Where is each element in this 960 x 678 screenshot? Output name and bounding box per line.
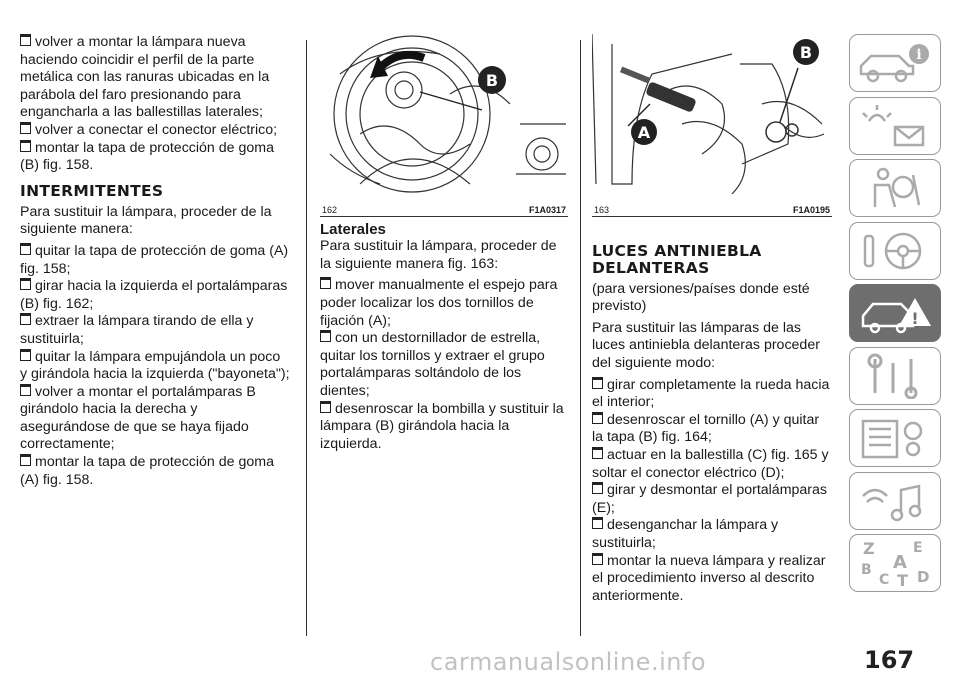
list-item: desenroscar el tornillo (A) y quitar la tapa (B) fig. 164; [592,411,820,446]
tab-technical-data[interactable] [849,409,941,467]
svg-text:E: E [913,540,923,556]
bullet-icon [592,517,603,529]
bullet-icon [320,330,331,342]
index-letters-icon [855,538,935,588]
svg-text:Z: Z [863,539,875,558]
list-item: volver a conectar el conector eléctrico; [20,122,290,140]
wrench-tools-icon [855,353,935,399]
bullet-icon [592,377,603,389]
bullet-icon [320,277,331,289]
multimedia-icon [855,478,935,524]
svg-text:i: i [916,47,922,63]
list-item: mover manualmente el espejo para poder localizar los dos tornillos de fijación (A); [320,277,558,329]
bullet-icon [20,140,31,152]
car-warning-icon [855,290,935,336]
tab-safety[interactable] [849,159,941,217]
bullet-icon [592,553,603,565]
bullet-icon [592,482,603,494]
list-item: desenroscar la bombilla y sustituir la lámpara (B) girándola hacia la izquierda. [320,400,564,452]
svg-text:C: C [879,572,890,588]
list-item: actuar en la ballestilla (C) fig. 165 y soltar el conector eléctrico (D); [592,446,829,481]
list-item: montar la tapa de protección de goma (A) fig. 158. [20,454,274,488]
list-item: volver a montar el portalámparas B girándolo hacia la derecha y asegurándose de que se haya fijado correctamente; [20,383,256,453]
bullet-icon [20,243,31,255]
bullet-icon [20,384,31,396]
figure-number: 163 [594,204,610,215]
mirror-lamp-illustration [592,34,832,194]
svg-text:B: B [861,562,872,578]
bullet-icon [20,278,31,290]
bullet-icon [320,401,331,413]
list-item: girar hacia la izquierda el portalámparas (B) fig. 162; [20,278,288,312]
svg-text:!: ! [911,309,919,328]
callout-label-b: B [485,71,499,90]
bullet-icon [20,349,31,361]
warning-lights-icon [855,103,935,149]
bullet-icon [592,447,603,459]
list-item: girar completamente la rueda hacia el interior; [592,376,830,411]
car-info-icon [855,40,935,86]
paragraph: Para sustituir la lámpara, proceder de la siguiente manera: [20,203,272,238]
tab-maintenance[interactable] [849,347,941,405]
text-column-1 [20,34,290,489]
tab-multimedia[interactable] [849,472,941,530]
tab-index[interactable] [849,534,941,592]
figure-caption [320,200,568,216]
list-item: girar y desmontar el portalámparas (E); [592,482,828,516]
page-number: 167 [864,646,915,674]
figure-163 [592,34,832,217]
list-item: montar la tapa de protección de goma (B) fig. 158. [20,139,274,174]
list-item: desenganchar la lámpara y sustituirla; [592,517,779,551]
paragraph: Para sustituir las lámparas de las luces antiniebla delanteras proceder del siguiente modo: [592,319,820,371]
key-steering-icon [855,228,935,274]
bullet-icon [20,122,31,134]
list-item: quitar la tapa de protección de goma (A) fig. 158; [20,242,289,277]
list-item: quitar la lámpara empujándola un poco y girándola hacia la izquierda ("bayoneta"); [20,348,290,383]
text-column-2 [320,34,568,453]
list-item: montar la nueva lámpara y realizar el procedimiento inverso al descrito anteriormente. [592,552,826,604]
figure-caption [592,200,832,216]
figure-code: F1A0317 [528,204,566,215]
section-heading-luces-antiniebla: LUCES ANTINIEBLA DELANTERAS [592,241,762,277]
tab-emergency[interactable] [849,284,941,342]
list-item: con un destornillador de estrella, quitar los tornillos y extraer el grupo portalámparas soltándolo de los dientes; [320,330,545,399]
callout-label-a: A [637,123,651,142]
tab-getting-to-know[interactable] [849,34,941,92]
tab-dashboard[interactable] [849,97,941,155]
list-item: extraer la lámpara tirando de ella y sustituirla; [20,313,254,347]
svg-text:D: D [917,568,930,586]
svg-text:T: T [897,571,908,588]
headlight-illustration [320,34,568,194]
bullet-icon [20,313,31,325]
airbag-seat-icon [855,165,935,211]
section-heading-laterales: Laterales [320,220,386,238]
figure-162 [320,34,568,217]
bullet-icon [592,412,603,424]
svg-text:A: A [893,552,907,573]
chapter-sidebar [849,34,945,597]
bullet-icon [20,34,31,46]
list-item: volver a montar la lámpara nueva haciendo coincidir el perfil de la parte metálica con las ranuras ubicadas en la parábola del faro presionando para engancharla a las ballestillas laterales; [20,34,270,121]
tab-starting-driving[interactable] [849,222,941,280]
bullet-icon [20,454,31,466]
column-divider [580,40,581,636]
section-heading-intermitentes: INTERMITENTES [20,181,164,200]
callout-label-b: B [799,43,813,62]
text-column-3 [592,34,832,605]
figure-number: 162 [322,204,338,215]
paragraph: Para sustituir la lámpara, proceder de la siguiente manera fig. 163: [320,238,557,272]
column-divider [306,40,307,636]
figure-code: F1A0195 [792,204,830,215]
paragraph: (para versiones/países donde esté previsto) [592,280,810,315]
specs-gear-icon [855,415,935,461]
watermark: carmanualsonline.info [430,648,707,676]
